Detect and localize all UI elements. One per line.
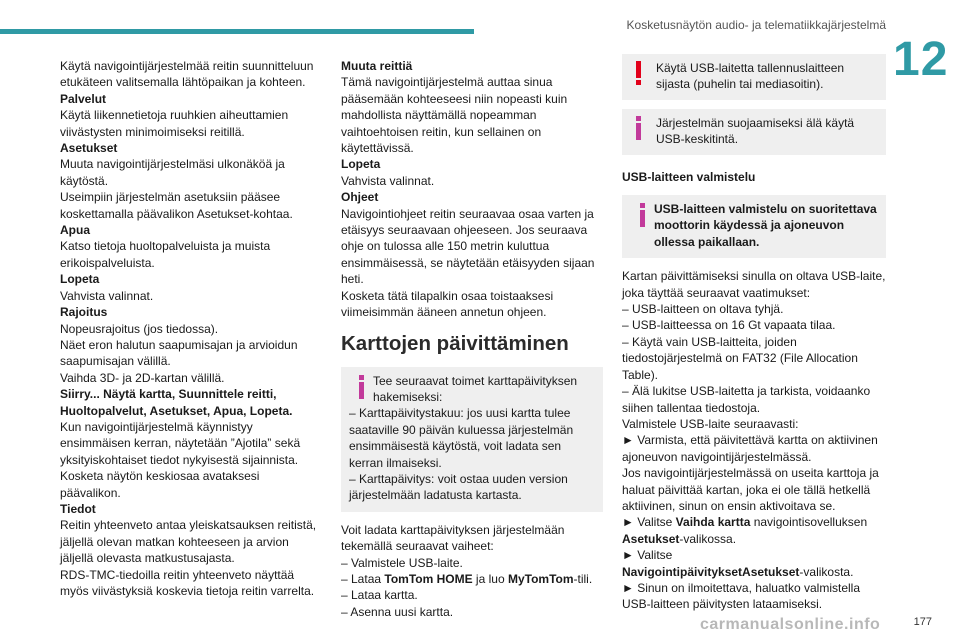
paragraph: Käytä liikennetietoja ruuhkien aiheuttamien viivästysten minimoimiseksi reitillä. <box>60 108 289 139</box>
paragraph: Käytä navigointijärjestelmää reitin suunnitteluun etukäteen valitsemalla lähtöpaikan ja kohteen. <box>60 59 314 90</box>
warning-icon <box>632 60 646 86</box>
column-1 <box>60 58 322 599</box>
info-icon <box>355 374 369 400</box>
tomtom-home-label: TomTom HOME <box>384 571 473 586</box>
watermark: carmanualsonline.info <box>700 616 881 633</box>
info-text: Järjestelmän suojaamiseksi älä käytä USB-keskitintä. <box>656 115 855 147</box>
page-header-title: Kosketusnäytön audio- ja telematiikkajärjestelmä <box>626 18 886 32</box>
paragraph: Navigointiohjeet reitin seuraavaa osaa varten ja etäisyys seuraavaan ohjeeseen. Jos seuraava ohje on tulossa alle 150 metrin kuluttua ensimmäisessä, se näytetään etäisyyden sijaan heti. <box>341 206 595 287</box>
paragraph: Kosketa näytön keskiosaa avataksesi päävalikon. <box>60 469 260 500</box>
info-box-usb-prep <box>622 195 886 258</box>
heading: Ohjeet <box>341 190 379 205</box>
chapter-number: 12 <box>893 33 949 86</box>
heading: Palvelut <box>60 91 107 106</box>
paragraph: Muuta navigointijärjestelmäsi ulkonäköä ja käytöstä. <box>60 157 285 188</box>
list-item: NavigointipäivityksetAsetukset-valikosta. <box>622 564 854 579</box>
paragraph: Tämä navigointijärjestelmä auttaa sinua pääsemään kohteeseesi niin nopeasti kuin mahdollista näyttämällä nopeamman vaihtoehtoisen reitin, kun sellainen on käytettävissä. <box>341 75 568 156</box>
paragraph: – Älä lukitse USB-laitetta ja tarkista, voidaanko siihen tallentaa tiedostoja. <box>622 384 871 415</box>
page-number: 177 <box>913 616 932 628</box>
info-item: – Karttapäivitys: voit ostaa uuden version järjestelmään ladatusta kartasta. <box>349 471 568 503</box>
column-3 <box>622 54 886 613</box>
paragraph: Useimpiin järjestelmän asetuksiin pääsee koskettamalla päävalikon Asetukset-kohtaa. <box>60 190 293 221</box>
heading: Muuta reittiä <box>341 59 413 73</box>
warning-text: Käytä USB-laitetta tallennuslaitteen sijasta (puhelin tai mediasoitin). <box>656 61 845 92</box>
info-box-usb-hub <box>622 109 886 155</box>
subheading-usb-prep: USB-laitteen valmistelu <box>622 169 756 184</box>
paragraph: Nopeusrajoitus (jos tiedossa). <box>60 321 219 336</box>
list-item: ► Sinun on ilmoitettava, haluatko valmistella USB-laitteen päivitysten lataamiseksi. <box>622 580 860 612</box>
paragraph: – USB-laitteessa on 16 Gt vapaata tilaa. <box>622 318 836 333</box>
paragraph: Kartan päivittämiseksi sinulla on oltava USB-laite, joka täyttää seuraavat vaatimukset: <box>622 269 886 300</box>
info-item: – Karttapäivitystakuu: jos uusi kartta tulee saataville 90 päivän kuluessa järjestelmän ensimmäisestä käytöstä, voit ladata sen kerran ilmaiseksi. <box>349 406 574 470</box>
info-text: USB-laitteen valmistelu on suoritettava moottorin käydessä ja ajoneuvon ollessa paikallaan. <box>654 202 877 249</box>
heading: Apua <box>60 223 90 238</box>
paragraph: Katso tietoja huoltopalveluista ja muista erikoispalveluista. <box>60 239 271 270</box>
paragraph: Vaihda 3D- ja 2D-kartan välillä. <box>60 370 225 385</box>
paragraph: RDS-TMC-tiedoilla reitin yhteenveto näyttää myös viivästyksiä koskevia tietoja reitin varrelta. <box>60 567 315 598</box>
paragraph: Valmistele USB-laite seuraavasti: <box>622 416 799 431</box>
paragraph: Vahvista valinnat. <box>341 173 435 188</box>
list-item: – Lataa TomTom HOME ja luo MyTomTom-tili. <box>341 571 593 586</box>
info-icon <box>636 202 650 228</box>
list-item: – Lataa kartta. <box>341 588 418 603</box>
heading: Lopeta <box>341 157 381 172</box>
column-2 <box>341 58 603 620</box>
paragraph: ► Varmista, että päivitettävä kartta on aktiivinen ajoneuvon navigointijärjestelmässä. <box>622 433 878 464</box>
paragraph: Kun navigointijärjestelmä käynnistyy ensimmäisen kerran, näytetään ”Ajotila” sekä yksityiskohtaiset tiedot nykyisestä sijainnista. <box>60 419 301 467</box>
paragraph: Vahvista valinnat. <box>60 288 154 303</box>
paragraph: – USB-laitteen on oltava tyhjä. <box>622 302 784 317</box>
list-item: ► Valitse Vaihda kartta navigointisovelluksen Asetukset-valikossa. <box>622 515 868 546</box>
list-item: ► Valitse <box>622 548 673 563</box>
paragraph: Kosketa tätä tilapalkin osaa toistaaksesi viimeisimmän ääneen annetun ohjeen. <box>341 288 554 320</box>
paragraph: Jos navigointijärjestelmässä on useita karttoja ja haluat päivittää kartan, joka ei ole tällä hetkellä aktiivinen, sinun on ensin aktivoitava se. <box>622 466 879 513</box>
list-item: – Asenna uusi kartta. <box>341 604 454 619</box>
paragraph: Näet eron halutun saapumisajan ja arvioidun saapumisajan välillä. <box>60 337 298 369</box>
paragraph: – Käytä vain USB-laitteita, joiden tiedostojärjestelmä on FAT32 (File Allocation Table). <box>622 334 858 382</box>
section-title-map-update: Karttojen päivittäminen <box>341 331 569 355</box>
heading: Tiedot <box>60 501 96 516</box>
paragraph: Reitin yhteenveto antaa yleiskatsauksen reitistä, jäljellä olevan matkan kohteeseen ja arvion jäljellä olevasta matkustusajasta. <box>60 518 317 566</box>
header-accent-bar <box>0 29 474 34</box>
paragraph: Voit ladata karttapäivityksen järjestelmään tekemällä seuraavat vaiheet: <box>341 522 565 554</box>
list-item: – Valmistele USB-laite. <box>341 555 463 570</box>
warning-box <box>622 54 886 100</box>
mytomtom-label: MyTomTom <box>507 571 574 586</box>
info-box-map-update <box>341 367 603 512</box>
heading: Asetukset <box>60 141 118 156</box>
heading: Rajoitus <box>60 305 108 320</box>
heading: Siirry... Näytä kartta, Suunnittele reitti, Huoltopalvelut, Asetukset, Apua, Lopeta. <box>60 387 293 418</box>
info-head: Tee seuraavat toimet karttapäivityksen hakemiseksi: <box>373 373 578 404</box>
info-icon <box>632 115 646 141</box>
heading: Lopeta <box>60 272 100 287</box>
